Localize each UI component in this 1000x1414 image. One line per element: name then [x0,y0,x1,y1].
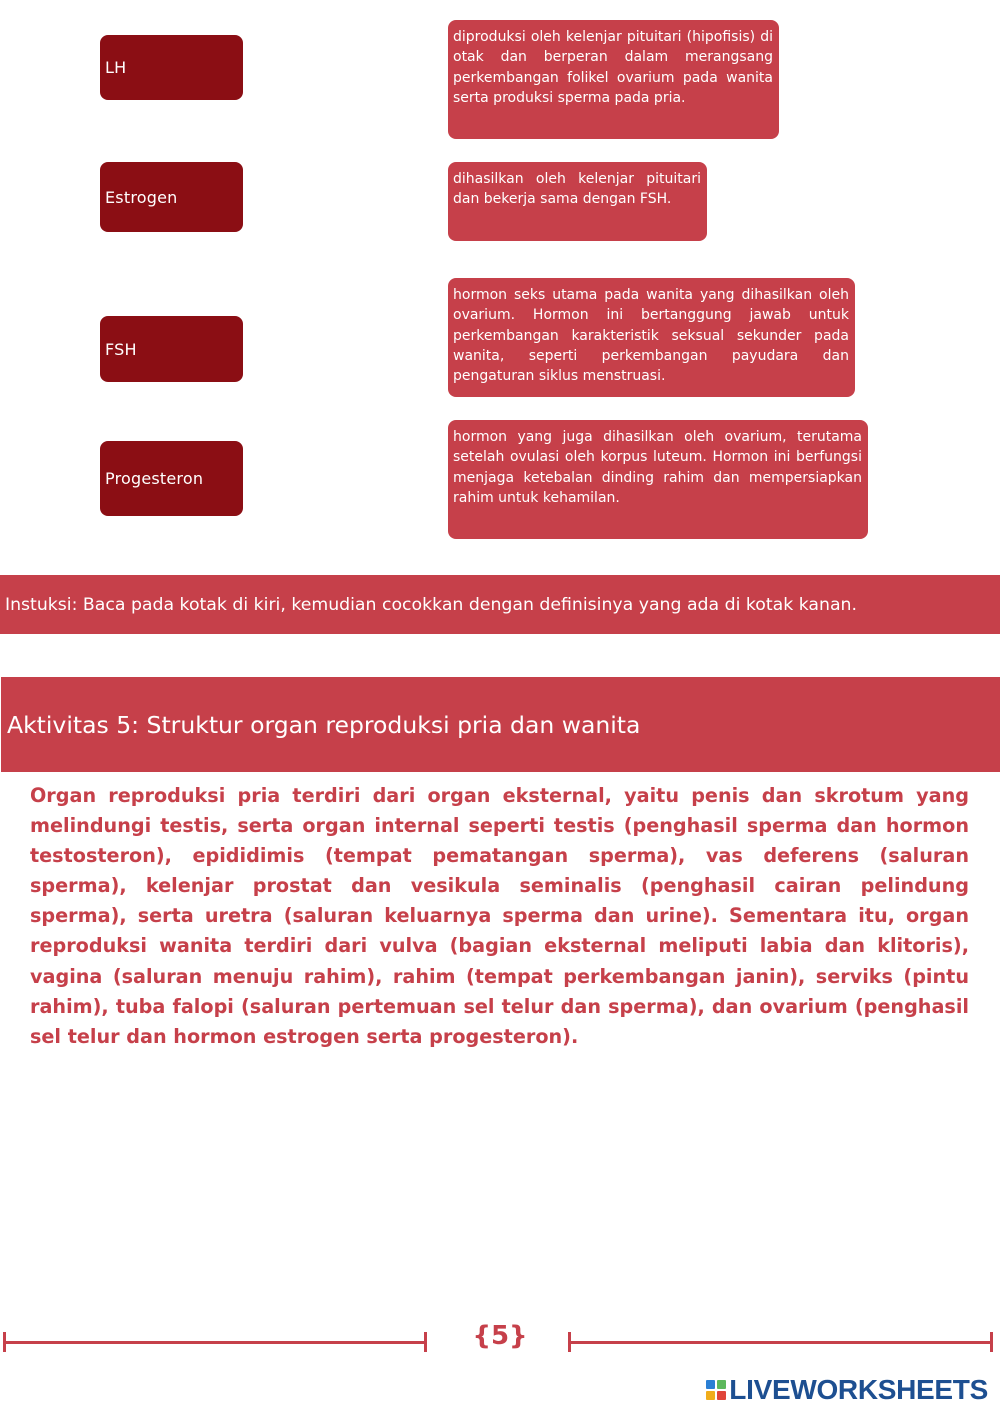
page-number: {5} [472,1321,528,1351]
liveworksheets-brand[interactable] [706,1374,988,1406]
term-label: Progesteron [105,469,204,488]
brand-name: LIVEWORKSHEETS [729,1374,988,1405]
definition-text: dihasilkan oleh kelenjar pituitari dan bekerja sama dengan FSH. [453,171,701,208]
activity-body-text: Organ reproduksi pria terdiri dari organ eksternal, yaitu penis dan skrotum yang melindungi testis, serta organ internal seperti testis (penghasil sperma dan hormon testosteron), epididimis (tempat pematangan sperma), vas deferens (saluran sperma), kelenjar prostat dan vesikula seminalis (penghasil cairan pelindung sperma), serta uretra (saluran keluarnya sperma dan urine). Sementara itu, organ reproduksi wanita terdiri dari vulva (bagian eksternal meliputi labia dan klitoris), vagina (saluran menuju rahim), rahim (tempat perkembangan janin), serviks (pintu rahim), tuba falopi (saluran pertemuan sel telur dan sperma), dan ovarium (penghasil sel telur dan hormon estrogen serta progesteron). [30,784,969,1048]
activity-title: Aktivitas 5: Struktur organ reproduksi pria dan wanita [7,710,641,739]
definition-text: hormon seks utama pada wanita yang dihasilkan oleh ovarium. Hormon ini bertanggung jawab untuk perkembangan karakteristik seksual sekunder pada wanita, seperti perkembangan payudara dan pengaturan siklus menstruasi. [453,287,849,385]
term-label: LH [105,58,127,77]
footer-rule-left [4,1341,427,1344]
definition-text: diproduksi oleh kelenjar pituitari (hipofisis) di otak dan berperan dalam merangsang perkembangan folikel ovarium pada wanita serta produksi sperma pada pria. [453,29,773,106]
footer-rule-right [569,1341,992,1344]
term-box-lh[interactable] [100,35,243,100]
footer-rule-left-cap [424,1332,427,1352]
liveworksheets-logo-icon [706,1380,726,1400]
term-label: FSH [105,339,137,359]
footer-rule-right-end [990,1332,993,1352]
instruction-banner [0,575,1000,634]
definition-box-4[interactable] [448,420,868,539]
activity-header [1,677,1000,772]
definition-text: hormon yang juga dihasilkan oleh ovarium, terutama setelah ovulasi oleh korpus luteum. Hormon ini berfungsi menjaga ketebalan dinding rahim dan mempersiapkan rahim untuk kehamilan. [453,429,862,506]
definition-box-1[interactable] [448,20,779,139]
instruction-text: Instuksi: Baca pada kotak di kiri, kemudian cocokkan dengan definisinya yang ada di kotak kanan. [5,594,857,615]
term-box-fsh[interactable] [100,316,243,382]
definition-box-3[interactable] [448,278,855,397]
definition-box-2[interactable] [448,162,707,241]
term-box-estrogen[interactable] [100,162,243,232]
term-box-progesteron[interactable] [100,441,243,516]
term-label: Estrogen [105,187,178,207]
